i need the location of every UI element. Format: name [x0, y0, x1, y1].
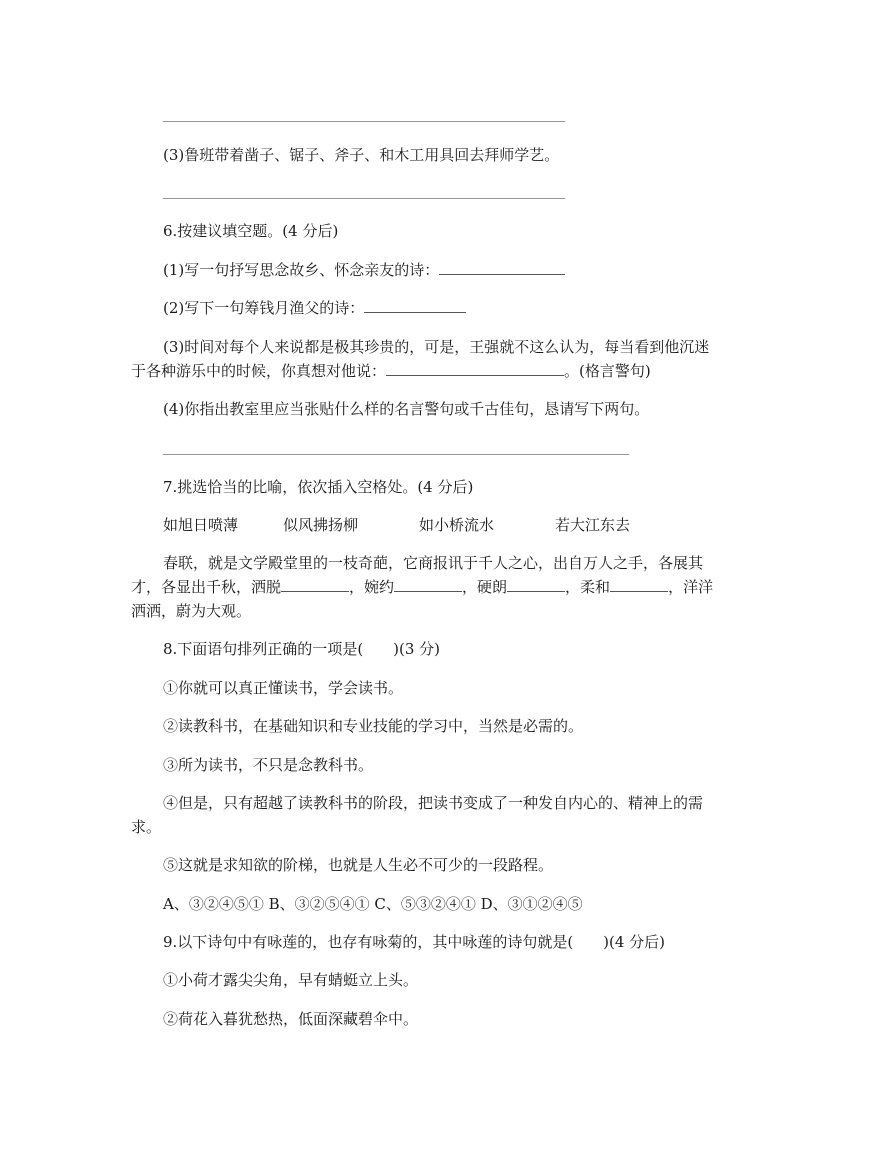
- q7-text: ，柔和: [565, 578, 611, 596]
- q9-poem-2: ②荷花入暮犹愁热，低面深藏碧伞中。: [163, 1010, 419, 1028]
- q7-paragraph-line-3: 洒洒，蔚为大观。: [131, 602, 252, 620]
- q7-option: 似风拂扬柳: [283, 516, 359, 534]
- q8-sentence-4-line-2: 求。: [131, 818, 162, 836]
- fill-blank[interactable]: [386, 361, 564, 376]
- fill-blank[interactable]: [610, 577, 668, 592]
- q7-option: 如小桥流水: [419, 516, 495, 534]
- q7-text: 才，各显出千秋，洒脱: [131, 578, 282, 596]
- fill-blank[interactable]: [281, 577, 349, 592]
- fill-blank[interactable]: [364, 298, 466, 313]
- q7-text: ，婉约: [349, 578, 395, 596]
- q6-item-3-text: 于各种游乐中的时候，你真想对他说：: [131, 362, 387, 380]
- q8-sentence-3: ③所为读书，不只是念教科书。: [163, 756, 374, 774]
- q8-sentence-4-line-1: ④但是，只有超越了读教科书的阶段，把读书变成了一种发自内心的、精神上的需: [163, 794, 704, 812]
- answer-line-q5-3: [163, 198, 565, 199]
- fill-blank[interactable]: [507, 577, 565, 592]
- q7-text: ，洋洋: [668, 578, 714, 596]
- q7-option: 如旭日喷薄: [163, 516, 239, 534]
- q6-item-2: [163, 298, 466, 318]
- answer-line-q6-4: [163, 454, 629, 455]
- fill-blank[interactable]: [439, 260, 565, 275]
- q7-text: ，硬朗: [462, 578, 508, 596]
- q6-item-3-line-2: [131, 361, 651, 381]
- answer-line-q5-2: [163, 121, 565, 122]
- q6-item-1: [163, 260, 565, 280]
- q9-title: 9.以下诗句中有咏莲的，也存有咏菊的，其中咏莲的诗句就是( )(4 分后): [163, 933, 666, 951]
- q7-paragraph-line-1: 春联，就是文学殿堂里的一枝奇葩，它商报讯于千人之心，出自万人之手，各展其: [163, 554, 704, 572]
- q7-option: 若大江东去: [555, 516, 631, 534]
- q6-item-1-text: (1)写一句抒写思念故乡、怀念亲友的诗：: [163, 261, 440, 279]
- q8-sentence-2: ②读教科书，在基础知识和专业技能的学习中，当然是必需的。: [163, 717, 584, 735]
- q8-title: 8.下面语句排列正确的一项是( )(3 分): [163, 640, 441, 658]
- q8-sentence-5: ⑤这就是求知欲的阶梯，也就是人生必不可少的一段路程。: [163, 856, 554, 874]
- q6-item-3-line-1: (3)时间对每个人来说都是极其珍贵的，可是，王强就不这么认为，每当看到他沉迷: [163, 338, 710, 356]
- q6-title: 6.按建议填空题。(4 分后): [163, 222, 339, 240]
- q7-title: 7.挑选恰当的比喻，依次插入空格处。(4 分后): [163, 478, 474, 496]
- q7-options: [163, 515, 630, 535]
- q8-sentence-1: ①你就可以真正懂读书，学会读书。: [163, 679, 404, 697]
- q6-item-2-text: (2)写下一句筹钱月渔父的诗：: [163, 299, 365, 317]
- q5-item-3: (3)鲁班带着凿子、锯子、斧子、和木工用具回去拜师学艺。: [163, 146, 560, 164]
- q8-choices: A、③②④⑤① B、③②⑤④① C、⑤③②④① D、③①②④⑤: [163, 895, 583, 913]
- q7-paragraph-line-2: [131, 577, 713, 597]
- q6-item-3-suffix: 。(格言警句): [564, 362, 651, 380]
- q6-item-4: (4)你指出教室里应当张贴什么样的名言警句或千古佳句，恳请写下两句。: [163, 400, 650, 418]
- q9-poem-1: ①小荷才露尖尖角，早有蜻蜓立上头。: [163, 971, 419, 989]
- fill-blank[interactable]: [394, 577, 462, 592]
